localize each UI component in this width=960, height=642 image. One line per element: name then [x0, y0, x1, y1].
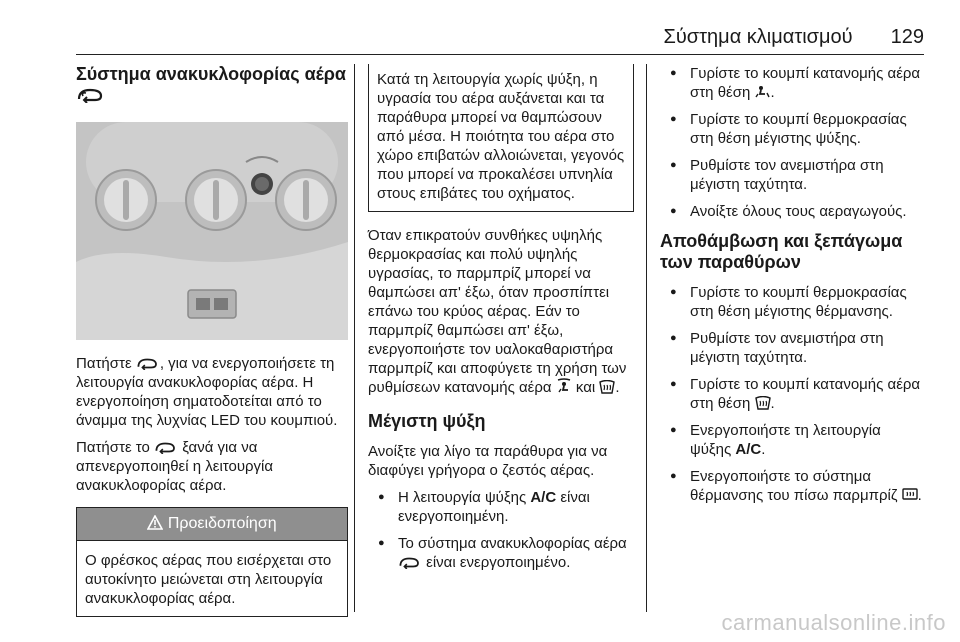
section-heading: Μέγιστη ψύξη	[368, 411, 486, 431]
heading-text: Σύστημα ανακυκλοφορίας αέρα	[76, 64, 346, 84]
paragraph: Πατήστε , για να ενεργοποιήσετε τη λειτουργία ανακυκλοφορίας αέρα. Η ενεργοποίηση σηματοδοτείται από το άναμμα της λυχνίας LED του κουμπιού.	[76, 355, 338, 429]
column-divider	[354, 64, 355, 612]
list-item: ● Γυρίστε το κουμπί κατανομής αέρα στη θέση .	[660, 375, 924, 413]
header-title: Σύστημα κλιματισμού	[663, 26, 853, 48]
paragraph: Όταν επικρατούν συνθήκες υψηλής θερμοκρασίας και πολύ υψηλής υγρασίας, το παρμπρίζ μπορεί να θαμπώσει απ' έξω, όταν προσπίπτει επάνω του κρύος αέρας. Εάν το παρμπρίζ θαμπώσει απ' έξω, ενεργοποιήστε τον υαλοκαθαριστήρα παρμπρίζ και αποφύγετε τη χρήση των ρυθμίσεων κατανομής αέρα και .	[368, 227, 627, 396]
list-item: ● Ρυθμίστε τον ανεμιστήρα στη μέγιστη ταχύτητα.	[660, 329, 924, 367]
warning-triangle-icon	[147, 515, 163, 530]
watermark: carmanualsonline.info	[721, 610, 946, 635]
page-number: 129	[890, 26, 924, 48]
page-header	[664, 26, 925, 49]
list-item: ● Το σύστημα ανακυκλοφορίας αέρα είναι ενεργοποιημένο.	[368, 534, 634, 572]
list-item: ● Ενεργοποιήστε το σύστημα θέρμανσης του πίσω παρμπρίζ .	[660, 467, 924, 505]
paragraph: Ανοίξτε για λίγο τα παράθυρα για να διαφύγει γρήγορα ο ζεστός αέρας.	[368, 443, 608, 479]
section-heading: Αποθάμβωση και ξεπάγωμα των παραθύρων	[660, 231, 903, 272]
header-rule	[76, 54, 924, 55]
recirculation-icon	[398, 556, 422, 569]
list-item: ● Ρυθμίστε τον ανεμιστήρα στη μέγιστη ταχύτητα.	[660, 156, 924, 194]
recirculation-icon	[154, 441, 178, 454]
list-item: ● Γυρίστε το κουμπί κατανομής αέρα στη θέση .	[660, 64, 924, 102]
bullet-list	[660, 283, 924, 505]
recirculation-icon	[136, 357, 160, 370]
bullet-list	[660, 64, 924, 221]
control-panel-photo	[76, 122, 348, 340]
column-3	[660, 64, 924, 513]
warning-box	[76, 507, 348, 617]
section-heading	[76, 64, 348, 106]
recirculation-icon	[76, 87, 106, 103]
list-item: ● Ανοίξτε όλους τους αεραγωγούς.	[660, 202, 924, 221]
list-item: ● Η λειτουργία ψύξης A/C είναι ενεργοποιημένη.	[368, 488, 634, 526]
column-divider	[646, 64, 647, 612]
rear-window-heating-icon	[902, 488, 918, 502]
list-item: ● Ενεργοποιήστε τη λειτουργία ψύξης A/C.	[660, 421, 924, 459]
windscreen-defrost-icon	[599, 380, 615, 394]
windscreen-defrost-icon	[755, 396, 771, 410]
list-item: ● Γυρίστε το κουμπί θερμοκρασίας στη θέση μέγιστης θέρμανσης.	[660, 283, 924, 321]
column-2	[368, 64, 634, 580]
air-distribution-feet-icon	[755, 85, 771, 99]
column-1	[76, 64, 348, 617]
warning-title: Προειδοποίηση	[77, 508, 347, 541]
air-distribution-feet-windscreen-icon	[556, 378, 572, 394]
list-item: ● Γυρίστε το κουμπί θερμοκρασίας στη θέση μέγιστης ψύξης.	[660, 110, 924, 148]
paragraph: Πατήστε το ξανά για να απενεργοποιηθεί η λειτουργία ανακυκλοφορίας αέρα.	[76, 439, 274, 494]
note-box: Κατά τη λειτουργία χωρίς ψύξη, η υγρασία του αέρα αυξάνεται και τα παράθυρα μπορεί να θαμπώσουν από μέσα. Η ποιότητα του αέρα στο χώρο επιβατών αλλοιώνεται, γεγονός που μπορεί να προκαλέσει υπνηλία στους επιβάτες του οχήματος.	[368, 64, 634, 212]
bullet-list	[368, 488, 634, 572]
warning-text: Ο φρέσκος αέρας που εισέρχεται στο αυτοκίνητο μειώνεται στη λειτουργία ανακυκλοφορίας αέρα.	[85, 552, 332, 607]
